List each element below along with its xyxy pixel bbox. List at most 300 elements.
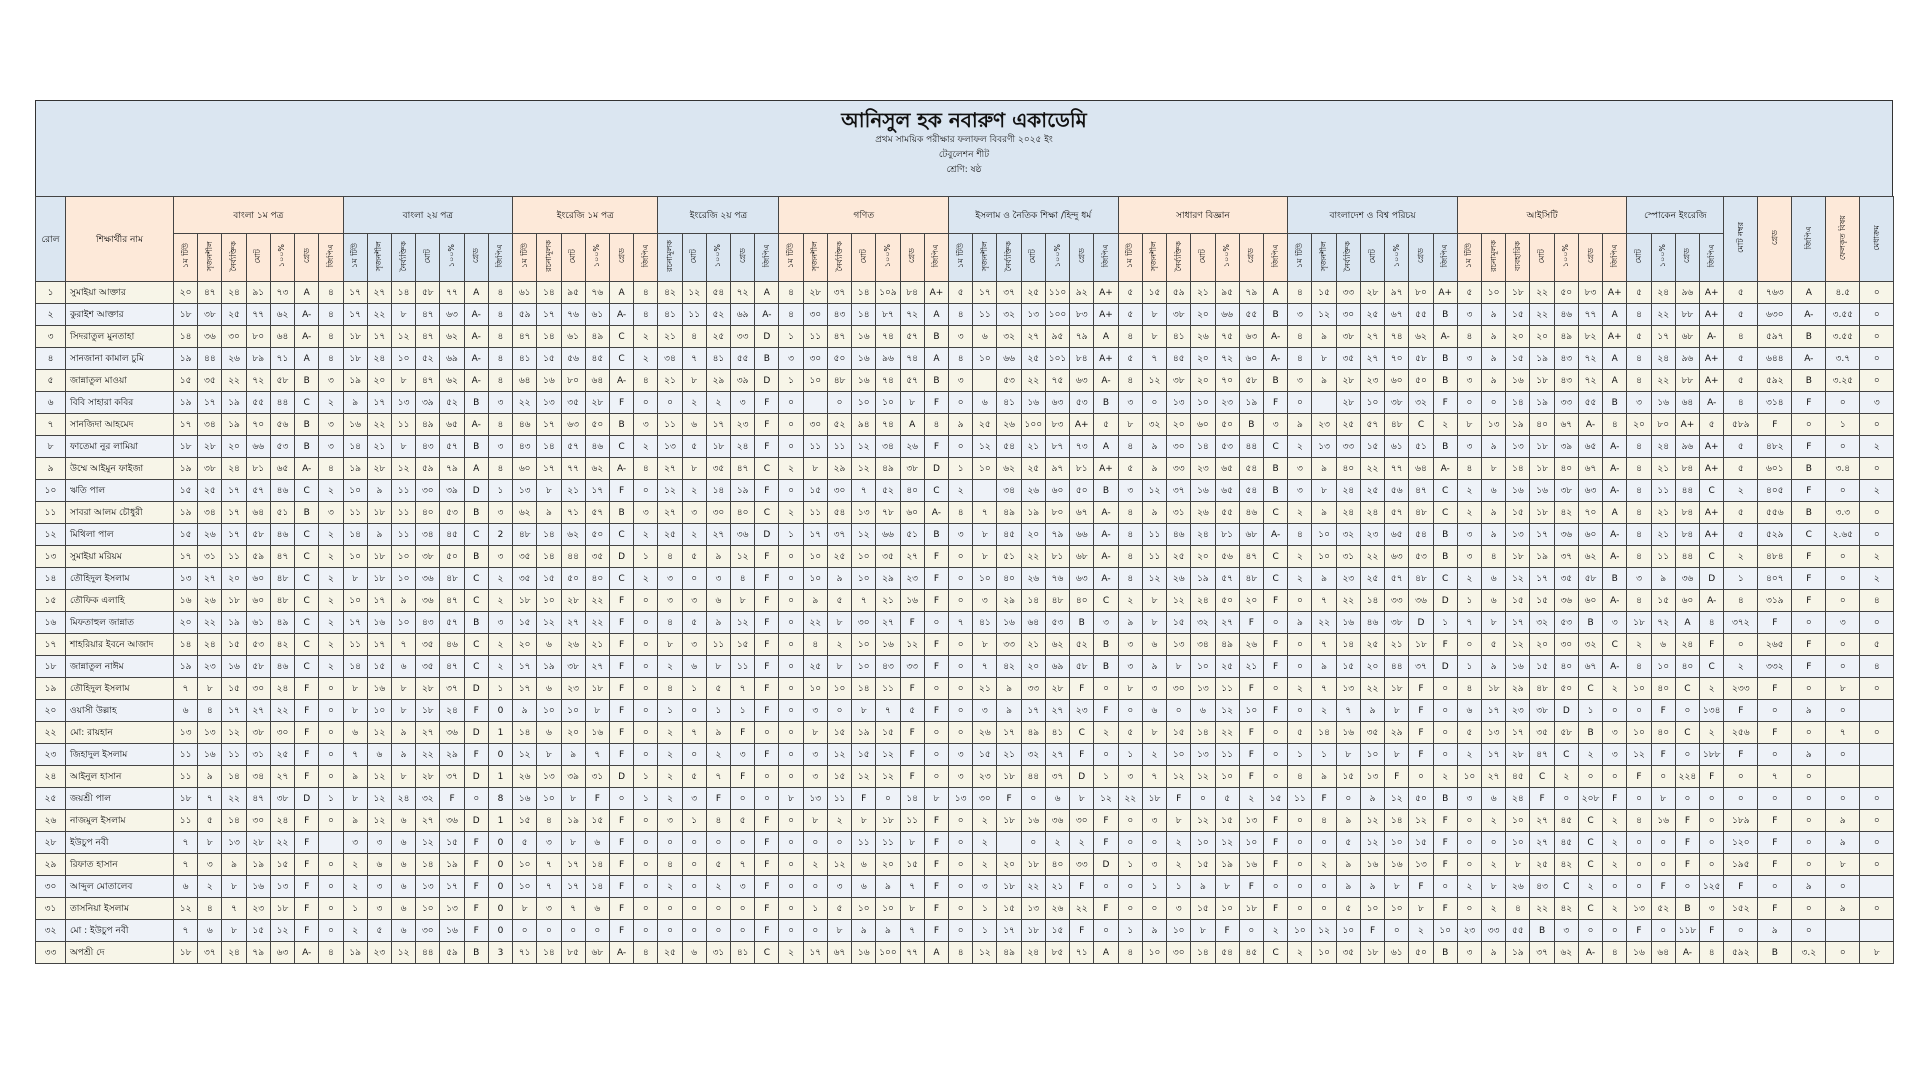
column-header-label: সৃজনশীল xyxy=(1319,240,1329,272)
score-cell: ০ xyxy=(755,766,779,788)
column-header xyxy=(1142,234,1166,282)
score-cell: ৩১ xyxy=(1336,546,1360,568)
score-cell: ২০ xyxy=(561,722,585,744)
score-cell: ২৮ xyxy=(1336,392,1360,414)
score-cell: ৭২ xyxy=(1578,348,1602,370)
score-cell: ২৪ xyxy=(391,788,415,810)
score-cell: ১০ xyxy=(1142,942,1166,964)
score-cell: ১৬ xyxy=(876,634,900,656)
score-cell: ৪১ xyxy=(997,392,1021,414)
score-cell: ৫৫ xyxy=(1506,920,1530,942)
column-header-label: সৃজনশীল xyxy=(810,240,820,272)
score-cell: ৯ xyxy=(1312,370,1336,392)
roll-cell: ১৭ xyxy=(36,634,66,656)
score-cell: ২১ xyxy=(1045,876,1069,898)
student-name: ওয়াসী উল্লাহ xyxy=(66,700,174,722)
column-header-label: মোট xyxy=(1537,248,1547,264)
score-cell: ০ xyxy=(779,678,803,700)
score-cell: ৪ xyxy=(1627,304,1651,326)
score-cell: ২০ xyxy=(1021,656,1045,678)
score-cell: ৯ xyxy=(1191,876,1215,898)
score-cell: ০ xyxy=(1826,656,1860,678)
score-cell: ৬ xyxy=(852,854,876,876)
score-cell: ৫৫ xyxy=(246,392,270,414)
score-cell: ০ xyxy=(1651,854,1675,876)
score-cell: ১ xyxy=(488,678,512,700)
score-cell: ৯ xyxy=(1142,920,1166,942)
score-cell: ৬৬ xyxy=(876,524,900,546)
score-cell: C xyxy=(295,546,319,568)
score-cell: ২৬ xyxy=(900,436,924,458)
column-header-label: ১ম টিউ xyxy=(180,243,190,269)
score-cell: ০ xyxy=(1826,942,1860,964)
column-header-label: ১০০% xyxy=(1222,244,1232,268)
score-cell: ২২ xyxy=(198,612,222,634)
score-cell: ৪২ xyxy=(658,282,682,304)
score-cell: ১০ xyxy=(973,348,997,370)
score-cell: ১৭ xyxy=(367,590,391,612)
roll-cell: ২৯ xyxy=(36,854,66,876)
column-header-label: জিপিএ xyxy=(1101,244,1110,268)
score-cell: ৬৪ xyxy=(513,370,537,392)
score-cell: F xyxy=(1433,898,1457,920)
subject-header: বাংলা ১ম পত্র xyxy=(174,197,344,234)
score-cell: ৪৭ xyxy=(416,304,440,326)
score-cell: ১৭ xyxy=(367,392,391,414)
score-cell: A- xyxy=(1433,458,1457,480)
score-cell: ৭০ xyxy=(1578,502,1602,524)
score-cell: ২৫ xyxy=(222,304,246,326)
score-cell: ২ xyxy=(1312,854,1336,876)
score-cell: C xyxy=(464,656,488,678)
score-cell: ২০ xyxy=(1167,414,1191,436)
score-cell: ৭ xyxy=(561,898,585,920)
score-cell: ৭ xyxy=(1457,612,1481,634)
column-header-label: মোট xyxy=(253,248,263,264)
score-cell: ১৯ xyxy=(343,458,367,480)
score-cell: ৭ xyxy=(537,876,561,898)
score-cell: ২৮ xyxy=(561,590,585,612)
score-cell: ০ xyxy=(1758,700,1792,722)
score-cell: ৩ xyxy=(1288,304,1312,326)
score-cell: ৬৭ xyxy=(1578,458,1602,480)
column-header xyxy=(561,234,585,282)
score-cell: ২৭ xyxy=(1530,810,1554,832)
score-cell: ১৮ xyxy=(1627,612,1651,634)
score-cell: ৯৬ xyxy=(876,348,900,370)
score-cell: C xyxy=(755,502,779,524)
score-cell: F xyxy=(1409,678,1433,700)
score-cell: ২৪ xyxy=(198,634,222,656)
score-cell: ১ xyxy=(1118,854,1142,876)
score-cell: ০ xyxy=(1860,898,1894,920)
score-cell: A- xyxy=(464,348,488,370)
score-cell: ৪৩ xyxy=(513,436,537,458)
score-cell: ০ xyxy=(731,920,755,942)
score-cell: ১০ xyxy=(1506,832,1530,854)
score-cell: F xyxy=(1263,810,1287,832)
score-cell: ২২ xyxy=(1021,370,1045,392)
score-cell: ০ xyxy=(949,898,973,920)
score-cell: ১১ xyxy=(706,634,730,656)
score-cell: ১৭ xyxy=(222,502,246,524)
score-cell: ৩ xyxy=(319,436,343,458)
score-cell: ০ xyxy=(513,920,537,942)
score-cell: ৪ xyxy=(1627,370,1651,392)
score-cell: ২ xyxy=(1603,810,1627,832)
score-cell: ৬ xyxy=(537,678,561,700)
score-cell: ১ xyxy=(1826,414,1860,436)
score-cell: ৮৭ xyxy=(1045,436,1069,458)
score-cell: ০ xyxy=(634,854,658,876)
score-cell: ০ xyxy=(779,810,803,832)
score-cell: ১৮ xyxy=(1021,854,1045,876)
score-cell: ১৫ xyxy=(997,898,1021,920)
score-cell: F xyxy=(852,788,876,810)
score-cell: ৭ xyxy=(391,634,415,656)
score-cell: ৩ xyxy=(731,744,755,766)
score-cell: ৪ xyxy=(634,458,658,480)
score-cell: ৭ xyxy=(706,766,730,788)
score-cell: ২ xyxy=(319,634,343,656)
score-cell: B xyxy=(1263,304,1287,326)
score-cell: ৫৫ xyxy=(1578,392,1602,414)
table-row xyxy=(36,458,1894,480)
score-cell: ০ xyxy=(319,810,343,832)
score-cell: F xyxy=(609,810,633,832)
score-cell: A- xyxy=(1263,348,1287,370)
score-cell: ৫০ xyxy=(1409,942,1433,964)
score-cell: ১ xyxy=(731,700,755,722)
score-cell: A+ xyxy=(924,282,948,304)
score-cell: ১৪ xyxy=(1506,392,1530,414)
score-cell: ৫ xyxy=(682,766,706,788)
score-cell: C xyxy=(464,634,488,656)
score-cell: ৭ xyxy=(949,612,973,634)
score-cell xyxy=(973,480,997,502)
score-cell: ৪৮২ xyxy=(1758,436,1792,458)
score-cell: ৪৩ xyxy=(1554,348,1578,370)
table-row xyxy=(36,766,1894,788)
score-cell: ১৩ xyxy=(1409,854,1433,876)
score-cell: B xyxy=(1070,612,1094,634)
score-cell: ৩ xyxy=(949,744,973,766)
score-cell: ৪৫ xyxy=(997,524,1021,546)
column-header xyxy=(440,234,464,282)
score-cell: ৯ xyxy=(1758,920,1792,942)
score-cell: ৫৫৬ xyxy=(1758,502,1792,524)
score-cell: ০ xyxy=(634,634,658,656)
score-cell: ২২ xyxy=(1360,458,1384,480)
score-cell: ১১০ xyxy=(1045,282,1069,304)
score-cell: ৬১ xyxy=(1385,942,1409,964)
score-cell: ৫৮ xyxy=(246,656,270,678)
score-cell: ১৯ xyxy=(561,810,585,832)
score-cell: F xyxy=(755,700,779,722)
score-cell: ১৭ xyxy=(706,414,730,436)
score-cell: ৪৩ xyxy=(1554,370,1578,392)
score-cell: ৪২ xyxy=(997,656,1021,678)
score-cell: F xyxy=(755,854,779,876)
score-cell: ৮ xyxy=(1826,678,1860,700)
score-cell: ৭৬ xyxy=(1045,568,1069,590)
column-header xyxy=(1603,234,1627,282)
score-cell: ৩ xyxy=(1457,436,1481,458)
score-cell: ২ xyxy=(1045,832,1069,854)
score-cell: ৪ xyxy=(319,282,343,304)
score-cell: B xyxy=(1094,656,1118,678)
score-cell: ২ xyxy=(1603,854,1627,876)
score-cell: F xyxy=(1792,590,1826,612)
score-cell: ০ xyxy=(1312,876,1336,898)
score-cell: ১৬ xyxy=(852,326,876,348)
score-cell: ০ xyxy=(949,546,973,568)
score-cell: ১০ xyxy=(1627,678,1651,700)
score-cell: ২৫ xyxy=(1360,634,1384,656)
score-cell: ৩ xyxy=(1457,370,1481,392)
score-cell: ৯ xyxy=(1482,436,1506,458)
score-cell: ১৯ xyxy=(852,722,876,744)
results-table xyxy=(35,196,1894,964)
column-header-label: মোট xyxy=(689,248,699,264)
column-header-label: জিপিএ xyxy=(1609,244,1619,268)
student-name: উম্মে আইমুন ফাইজা xyxy=(66,458,174,480)
score-cell: ৬০ xyxy=(246,568,270,590)
roll-cell: ৯ xyxy=(36,458,66,480)
column-header-label: ১ম টিউ xyxy=(350,243,360,269)
score-cell: ৩ xyxy=(488,436,512,458)
score-cell xyxy=(1826,920,1860,942)
score-cell: ৫৯ xyxy=(513,304,537,326)
score-cell: B xyxy=(464,502,488,524)
column-header-label: রচনামূলক xyxy=(1488,240,1498,272)
score-cell: ৫২ xyxy=(876,480,900,502)
score-cell: ৯২ xyxy=(1070,282,1094,304)
roll-cell: ২০ xyxy=(36,700,66,722)
score-cell: ৯৫ xyxy=(561,282,585,304)
score-cell: F xyxy=(924,832,948,854)
score-cell: ৫ xyxy=(1724,304,1758,326)
score-cell: ৯ xyxy=(1312,502,1336,524)
score-cell: ৪ xyxy=(1724,590,1758,612)
table-row xyxy=(36,854,1894,876)
score-cell: ২২ xyxy=(1651,370,1675,392)
score-cell: B xyxy=(464,546,488,568)
score-cell: ৩ xyxy=(1288,370,1312,392)
column-header xyxy=(1409,234,1433,282)
score-cell: ৭৯ xyxy=(440,458,464,480)
score-cell: ২ xyxy=(779,458,803,480)
score-cell: ৫ xyxy=(949,282,973,304)
score-cell: ৮ xyxy=(585,700,609,722)
score-cell: ২২ xyxy=(1530,282,1554,304)
score-cell: ৯ xyxy=(1826,832,1860,854)
score-cell: ১৬ xyxy=(1651,810,1675,832)
score-cell: ১২ xyxy=(513,744,537,766)
score-cell: ৭২ xyxy=(1651,612,1675,634)
student-name: অপশ্রী দে xyxy=(66,942,174,964)
score-cell: ৬২ xyxy=(1554,942,1578,964)
table-row xyxy=(36,876,1894,898)
score-cell: ৭ xyxy=(973,502,997,524)
score-cell: ৪ xyxy=(1312,810,1336,832)
column-header-label: নৈর্ব্যক্তিক xyxy=(229,240,239,272)
score-cell: ৬৭ xyxy=(1385,304,1409,326)
score-cell: ১৭ xyxy=(222,480,246,502)
score-cell: ১৭ xyxy=(561,854,585,876)
score-cell: ১৬ xyxy=(513,788,537,810)
score-cell: ০ xyxy=(1627,788,1651,810)
score-cell: ৪ xyxy=(731,568,755,590)
score-cell: ৩.৫৫ xyxy=(1826,304,1860,326)
score-cell: ৩ xyxy=(1118,480,1142,502)
score-cell: F xyxy=(1263,898,1287,920)
score-cell: ৪২ xyxy=(1554,898,1578,920)
roll-cell: ৩০ xyxy=(36,876,66,898)
score-cell: ৩ xyxy=(658,810,682,832)
score-cell: ৩৪ xyxy=(876,436,900,458)
score-cell: ৭ xyxy=(222,898,246,920)
score-cell: ৮ xyxy=(1070,788,1094,810)
score-cell: ৯৭ xyxy=(1045,458,1069,480)
score-cell: ৪১ xyxy=(1045,722,1069,744)
score-cell: ৪ xyxy=(1118,370,1142,392)
score-cell: ১৫ xyxy=(827,722,851,744)
score-cell: ১০ xyxy=(1167,920,1191,942)
score-cell: ৩ xyxy=(198,854,222,876)
score-cell: ৮ xyxy=(900,898,924,920)
score-cell: ১৫ xyxy=(1142,282,1166,304)
score-cell: ১ xyxy=(1167,876,1191,898)
score-cell: ২৩ xyxy=(198,656,222,678)
score-cell: ৩ xyxy=(319,370,343,392)
table-row xyxy=(36,656,1894,678)
score-cell: ৭৩ xyxy=(1070,436,1094,458)
score-cell: ১৬ xyxy=(1385,854,1409,876)
score-cell: ০ xyxy=(634,832,658,854)
score-cell: ৩২ xyxy=(1530,612,1554,634)
score-cell: ০ xyxy=(1288,832,1312,854)
score-cell: ০ xyxy=(634,744,658,766)
score-cell: ১২ xyxy=(1506,568,1530,590)
score-cell: ২ xyxy=(1288,502,1312,524)
score-cell: ২৫ xyxy=(706,326,730,348)
score-cell: ২০ xyxy=(1191,370,1215,392)
score-cell: ১০ xyxy=(1433,920,1457,942)
score-cell: ০ xyxy=(1457,854,1481,876)
score-cell: ১৭ xyxy=(1530,524,1554,546)
score-cell: ০ xyxy=(779,436,803,458)
score-cell: F xyxy=(924,568,948,590)
score-cell: ৫ xyxy=(1482,634,1506,656)
score-cell: F xyxy=(1792,634,1826,656)
score-cell: ৩ xyxy=(682,788,706,810)
score-cell: ১৯ xyxy=(222,392,246,414)
roll-cell: ১১ xyxy=(36,502,66,524)
score-cell: ১৭ xyxy=(440,876,464,898)
score-cell: ৩৩ xyxy=(1167,458,1191,480)
score-cell: ১৭ xyxy=(1482,700,1506,722)
score-cell: ৭৯ xyxy=(246,942,270,964)
score-cell: F xyxy=(1070,876,1094,898)
score-cell: ১৭ xyxy=(1651,326,1675,348)
score-cell: ০ xyxy=(1860,810,1894,832)
score-cell: ৫৮ xyxy=(1554,722,1578,744)
score-cell: ১৯ xyxy=(1530,546,1554,568)
score-cell: ৪৬ xyxy=(1554,304,1578,326)
score-cell: ৯ xyxy=(706,546,730,568)
score-cell: ০ xyxy=(1792,722,1826,744)
score-cell: F xyxy=(609,854,633,876)
score-cell: ২২ xyxy=(416,744,440,766)
score-cell: ১৯ xyxy=(731,480,755,502)
score-cell: ২ xyxy=(1724,480,1758,502)
column-header-label: সৃজনশীল xyxy=(204,240,214,272)
score-cell: ১ xyxy=(682,678,706,700)
score-cell: ১২ xyxy=(876,744,900,766)
score-cell: ৫২ xyxy=(827,414,851,436)
roll-cell: ১৯ xyxy=(36,678,66,700)
score-cell: ০ xyxy=(319,766,343,788)
score-cell: ০ xyxy=(924,744,948,766)
score-cell: ৮ xyxy=(537,744,561,766)
score-cell: ১৮৮ xyxy=(1700,744,1724,766)
score-cell: ৭ xyxy=(1312,634,1336,656)
score-cell: ৩৫ xyxy=(416,656,440,678)
score-cell: ৮৩ xyxy=(1045,414,1069,436)
score-cell: ৪ xyxy=(1457,458,1481,480)
score-cell: ১০ xyxy=(852,546,876,568)
score-cell: F xyxy=(609,656,633,678)
score-cell: ০ xyxy=(924,722,948,744)
score-cell: ২৭ xyxy=(1045,744,1069,766)
score-cell: ০ xyxy=(949,678,973,700)
score-cell: ১৫ xyxy=(222,678,246,700)
score-cell: ৬৯ xyxy=(1045,656,1069,678)
score-cell: ৮ xyxy=(924,788,948,810)
score-cell: ১ xyxy=(488,480,512,502)
score-cell: ১৫ xyxy=(585,810,609,832)
score-cell: ৫ xyxy=(1724,370,1758,392)
score-cell: ২ xyxy=(1457,502,1481,524)
score-cell: ০ xyxy=(1021,832,1045,854)
column-header-label: সৃজনশীল xyxy=(1149,240,1159,272)
score-cell: F xyxy=(1263,700,1287,722)
score-cell: A xyxy=(900,414,924,436)
score-cell: ২৬ xyxy=(198,524,222,546)
score-cell: ৬৩ xyxy=(1070,568,1094,590)
score-cell: F xyxy=(755,568,779,590)
score-cell: ৭ xyxy=(1336,700,1360,722)
score-cell: F xyxy=(755,414,779,436)
score-cell: ১৫ xyxy=(1506,348,1530,370)
score-cell: ১২ xyxy=(1385,788,1409,810)
score-cell: ২২ xyxy=(1070,898,1094,920)
score-cell: ৫৯৭ xyxy=(1758,326,1792,348)
score-cell: ৩ xyxy=(973,700,997,722)
score-cell: ১৯ xyxy=(174,348,198,370)
score-cell: ০ xyxy=(1758,788,1792,810)
score-cell: ১৯ xyxy=(1506,942,1530,964)
score-cell: ৩১৪ xyxy=(1758,392,1792,414)
score-cell: ১৭ xyxy=(174,546,198,568)
score-cell: ৫০ xyxy=(1554,282,1578,304)
score-cell: ৪৬ xyxy=(1167,524,1191,546)
score-cell: ২১ xyxy=(367,436,391,458)
score-cell: ৬ xyxy=(706,590,730,612)
score-cell: ২২ xyxy=(1021,546,1045,568)
score-cell: ২৫ xyxy=(1360,304,1384,326)
